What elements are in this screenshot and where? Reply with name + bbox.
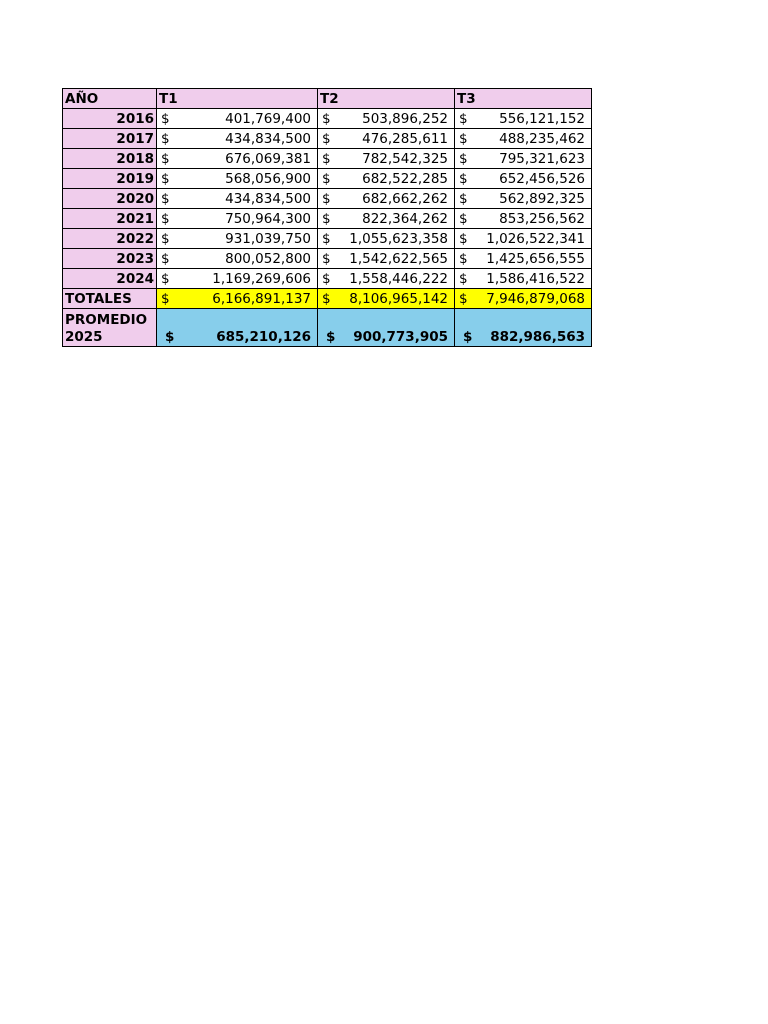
amount-value: 900,773,905 bbox=[353, 329, 448, 345]
currency-symbol: $ bbox=[161, 270, 170, 287]
amount-value: 476,285,611 bbox=[362, 130, 448, 147]
currency-symbol: $ bbox=[165, 329, 175, 345]
amount-value: 652,456,526 bbox=[499, 170, 585, 187]
value-cell-q1[interactable] bbox=[157, 129, 318, 149]
amount-value: 7,946,879,068 bbox=[486, 290, 585, 307]
year-cell[interactable]: 2022 bbox=[63, 229, 157, 249]
value-cell-q2[interactable] bbox=[318, 269, 455, 289]
value-cell-q3[interactable] bbox=[455, 169, 592, 189]
currency-symbol: $ bbox=[161, 230, 170, 247]
amount-value: 1,055,623,358 bbox=[349, 230, 448, 247]
amount-value: 795,321,623 bbox=[499, 150, 585, 167]
value-cell-q1[interactable] bbox=[157, 209, 318, 229]
currency-symbol: $ bbox=[322, 130, 331, 147]
value-cell-q1[interactable] bbox=[157, 169, 318, 189]
header-year[interactable]: AÑO bbox=[63, 89, 157, 109]
amount-value: 1,425,656,555 bbox=[486, 250, 585, 267]
amount-value: 682,522,285 bbox=[362, 170, 448, 187]
amount-value: 750,964,300 bbox=[225, 210, 311, 227]
currency-symbol: $ bbox=[322, 230, 331, 247]
value-cell-q3[interactable] bbox=[455, 229, 592, 249]
amount-value: 1,026,522,341 bbox=[486, 230, 585, 247]
amount-value: 782,542,325 bbox=[362, 150, 448, 167]
amount-value: 1,169,269,606 bbox=[212, 270, 311, 287]
value-cell-q1[interactable] bbox=[157, 189, 318, 209]
currency-symbol: $ bbox=[322, 110, 331, 127]
table-row bbox=[63, 229, 592, 249]
amount-value: 1,558,446,222 bbox=[349, 270, 448, 287]
amount-value: 401,769,400 bbox=[225, 110, 311, 127]
currency-symbol: $ bbox=[322, 170, 331, 187]
average-cell-q1[interactable] bbox=[157, 309, 318, 347]
totals-cell-q2[interactable] bbox=[318, 289, 455, 309]
currency-symbol: $ bbox=[161, 130, 170, 147]
amount-value: 6,166,891,137 bbox=[212, 290, 311, 307]
value-cell-q2[interactable] bbox=[318, 149, 455, 169]
currency-symbol: $ bbox=[161, 190, 170, 207]
currency-symbol: $ bbox=[459, 290, 468, 307]
table-row bbox=[63, 149, 592, 169]
table-row bbox=[63, 129, 592, 149]
value-cell-q3[interactable] bbox=[455, 209, 592, 229]
currency-symbol: $ bbox=[322, 290, 331, 307]
currency-symbol: $ bbox=[459, 110, 468, 127]
value-cell-q2[interactable] bbox=[318, 229, 455, 249]
value-cell-q2[interactable] bbox=[318, 109, 455, 129]
totals-label[interactable]: TOTALES bbox=[63, 289, 157, 309]
value-cell-q2[interactable] bbox=[318, 189, 455, 209]
quarterly-sales-table bbox=[62, 88, 592, 347]
header-q3[interactable]: T3 bbox=[455, 89, 592, 109]
year-cell[interactable]: 2023 bbox=[63, 249, 157, 269]
amount-value: 8,106,965,142 bbox=[349, 290, 448, 307]
currency-symbol: $ bbox=[459, 130, 468, 147]
table-row bbox=[63, 209, 592, 229]
value-cell-q2[interactable] bbox=[318, 249, 455, 269]
average-row bbox=[63, 309, 592, 347]
currency-symbol: $ bbox=[326, 329, 336, 345]
amount-value: 562,892,325 bbox=[499, 190, 585, 207]
table-row bbox=[63, 109, 592, 129]
year-cell[interactable]: 2017 bbox=[63, 129, 157, 149]
currency-symbol: $ bbox=[459, 230, 468, 247]
year-cell[interactable]: 2024 bbox=[63, 269, 157, 289]
amount-value: 556,121,152 bbox=[499, 110, 585, 127]
average-label[interactable]: PROMEDIO 2025 bbox=[63, 309, 157, 347]
currency-symbol: $ bbox=[322, 250, 331, 267]
amount-value: 882,986,563 bbox=[490, 329, 585, 345]
value-cell-q3[interactable] bbox=[455, 269, 592, 289]
header-row bbox=[63, 89, 592, 109]
totals-cell-q3[interactable] bbox=[455, 289, 592, 309]
currency-symbol: $ bbox=[161, 150, 170, 167]
header-q2[interactable]: T2 bbox=[318, 89, 455, 109]
currency-symbol: $ bbox=[161, 110, 170, 127]
amount-value: 434,834,500 bbox=[225, 130, 311, 147]
currency-symbol: $ bbox=[161, 290, 170, 307]
value-cell-q3[interactable] bbox=[455, 189, 592, 209]
value-cell-q1[interactable] bbox=[157, 149, 318, 169]
amount-value: 682,662,262 bbox=[362, 190, 448, 207]
currency-symbol: $ bbox=[161, 170, 170, 187]
header-q1[interactable]: T1 bbox=[157, 89, 318, 109]
year-cell[interactable]: 2018 bbox=[63, 149, 157, 169]
amount-value: 853,256,562 bbox=[499, 210, 585, 227]
average-cell-q3[interactable] bbox=[455, 309, 592, 347]
value-cell-q3[interactable] bbox=[455, 109, 592, 129]
amount-value: 488,235,462 bbox=[499, 130, 585, 147]
year-cell[interactable]: 2020 bbox=[63, 189, 157, 209]
value-cell-q1[interactable] bbox=[157, 269, 318, 289]
amount-value: 1,542,622,565 bbox=[349, 250, 448, 267]
average-cell-q2[interactable] bbox=[318, 309, 455, 347]
currency-symbol: $ bbox=[459, 250, 468, 267]
amount-value: 685,210,126 bbox=[216, 329, 311, 345]
year-cell[interactable]: 2019 bbox=[63, 169, 157, 189]
value-cell-q1[interactable] bbox=[157, 229, 318, 249]
value-cell-q1[interactable] bbox=[157, 249, 318, 269]
currency-symbol: $ bbox=[322, 190, 331, 207]
currency-symbol: $ bbox=[463, 329, 473, 345]
value-cell-q2[interactable] bbox=[318, 129, 455, 149]
value-cell-q2[interactable] bbox=[318, 209, 455, 229]
value-cell-q3[interactable] bbox=[455, 249, 592, 269]
currency-symbol: $ bbox=[161, 210, 170, 227]
currency-symbol: $ bbox=[459, 270, 468, 287]
table-row bbox=[63, 189, 592, 209]
table-row bbox=[63, 169, 592, 189]
totals-row bbox=[63, 289, 592, 309]
totals-cell-q1[interactable] bbox=[157, 289, 318, 309]
value-cell-q2[interactable] bbox=[318, 169, 455, 189]
currency-symbol: $ bbox=[459, 170, 468, 187]
amount-value: 503,896,252 bbox=[362, 110, 448, 127]
currency-symbol: $ bbox=[322, 270, 331, 287]
value-cell-q3[interactable] bbox=[455, 129, 592, 149]
amount-value: 676,069,381 bbox=[225, 150, 311, 167]
amount-value: 568,056,900 bbox=[225, 170, 311, 187]
amount-value: 800,052,800 bbox=[225, 250, 311, 267]
currency-symbol: $ bbox=[459, 190, 468, 207]
value-cell-q3[interactable] bbox=[455, 149, 592, 169]
currency-symbol: $ bbox=[459, 210, 468, 227]
amount-value: 822,364,262 bbox=[362, 210, 448, 227]
year-cell[interactable]: 2021 bbox=[63, 209, 157, 229]
currency-symbol: $ bbox=[322, 210, 331, 227]
amount-value: 931,039,750 bbox=[225, 230, 311, 247]
value-cell-q1[interactable] bbox=[157, 109, 318, 129]
table-row bbox=[63, 249, 592, 269]
currency-symbol: $ bbox=[161, 250, 170, 267]
currency-symbol: $ bbox=[459, 150, 468, 167]
year-cell[interactable]: 2016 bbox=[63, 109, 157, 129]
amount-value: 434,834,500 bbox=[225, 190, 311, 207]
amount-value: 1,586,416,522 bbox=[486, 270, 585, 287]
table-row bbox=[63, 269, 592, 289]
currency-symbol: $ bbox=[322, 150, 331, 167]
